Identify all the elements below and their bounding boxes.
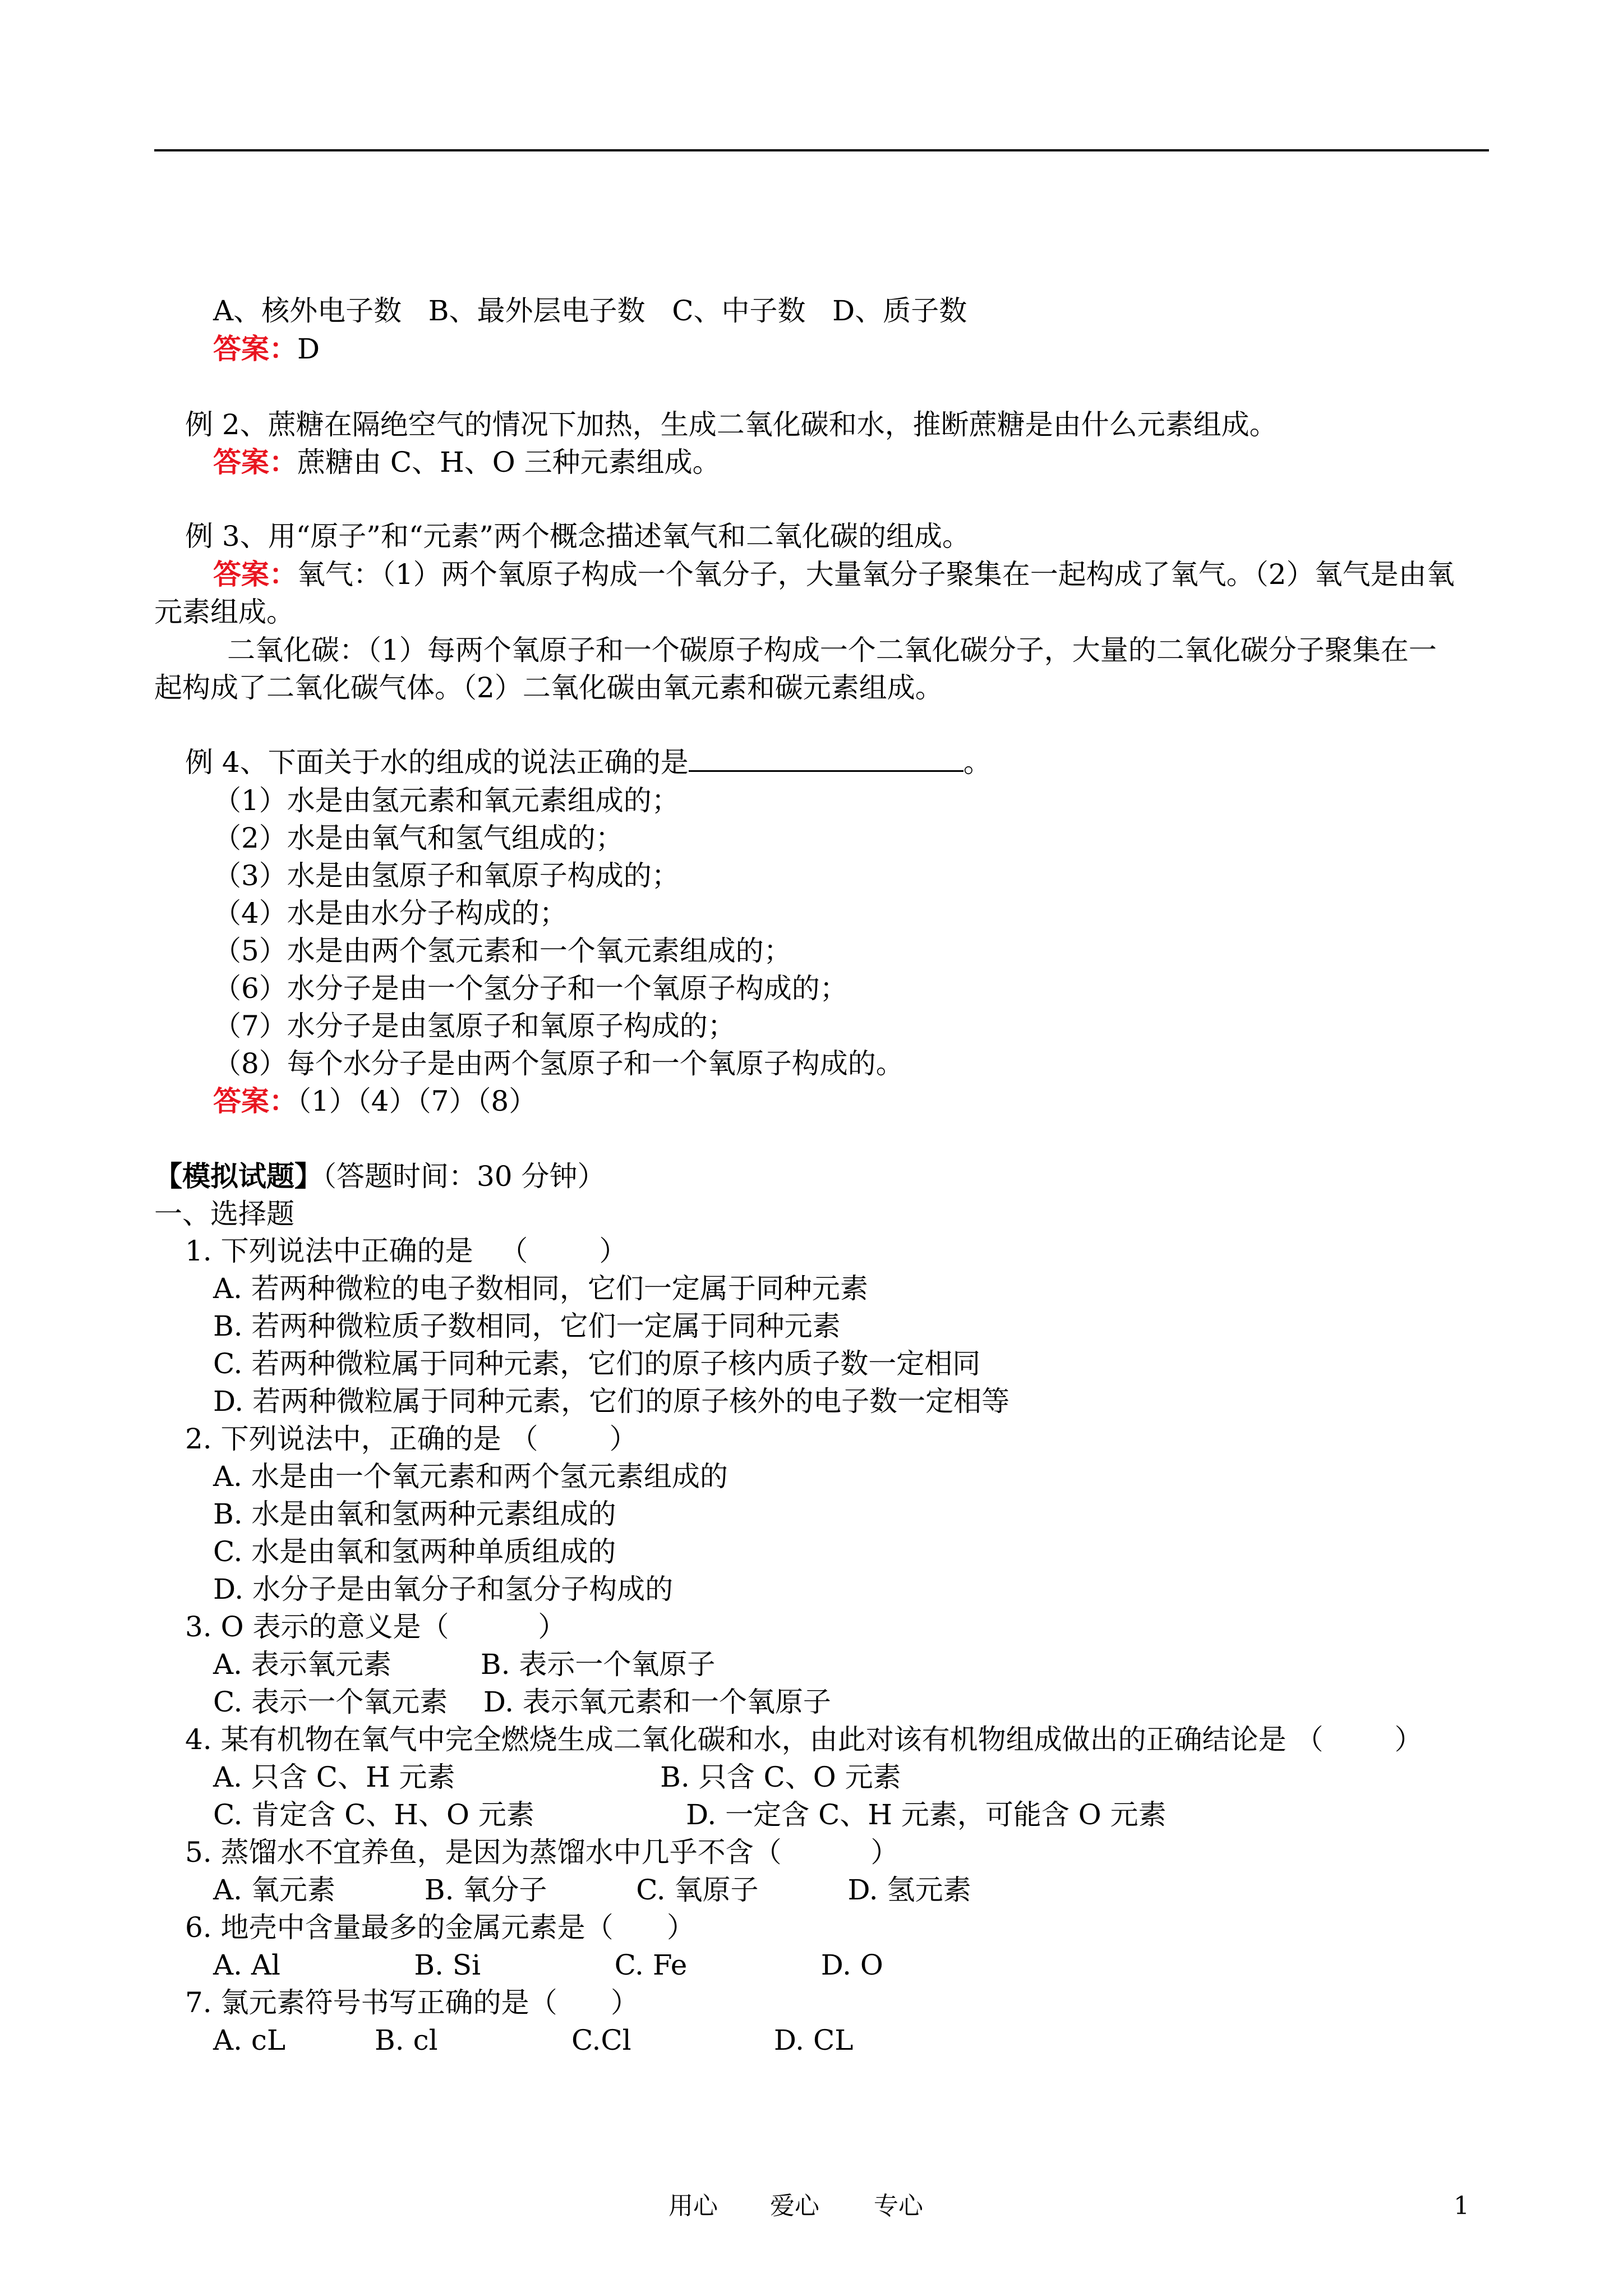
page-number: 1 xyxy=(1454,2192,1469,2220)
example-4-item: （2）水是由氧气和氢气组成的； xyxy=(213,822,624,854)
question-7-options: A. cL B. cl C.Cl D. CL xyxy=(213,2024,854,2056)
question-3-options-ab: A. 表示氧元素 B. 表示一个氧原子 xyxy=(213,1648,716,1681)
prev-question-options: A、核外电子数 B、最外层电子数 C、中子数 D、质子数 xyxy=(213,295,967,327)
example-4-item: （5）水是由两个氢元素和一个氧元素组成的； xyxy=(213,935,792,967)
footer-motto-3: 专心 xyxy=(874,2192,923,2220)
question-2-option-d: D. 水分子是由氧分子和氢分子构成的 xyxy=(213,1573,674,1605)
question-6-stem: 6. 地壳中含量最多的金属元素是（ ） xyxy=(185,1911,695,1944)
example-4-item: （3）水是由氢原子和氧原子构成的； xyxy=(213,859,680,892)
example-2-question: 例 2、蔗糖在隔绝空气的情况下加热，生成二氧化碳和水，推断蔗糖是由什么元素组成。 xyxy=(185,408,1278,441)
footer-motto-1: 用心 xyxy=(668,2192,718,2220)
example-2-answer: 蔗糖由 C、H、O 三种元素组成。 xyxy=(297,446,721,478)
question-1-stem: 1. 下列说法中正确的是 （ ） xyxy=(185,1235,628,1267)
question-2-option-b: B. 水是由氧和氢两种元素组成的 xyxy=(213,1498,616,1530)
example-4-item: （6）水分子是由一个氢分子和一个氧原子构成的； xyxy=(213,972,848,1005)
mock-test-heading xyxy=(154,1159,606,1194)
example-2-answer-line xyxy=(213,445,721,480)
example-4-answer: （1）（4）（7）（8） xyxy=(297,1085,537,1117)
example-3-answer-line-2: 元素组成。 xyxy=(154,596,294,628)
question-1-option-b: B. 若两种微粒质子数相同，它们一定属于同种元素 xyxy=(213,1310,841,1342)
question-4-options-cd: C. 肯定含 C、H、O 元素 D. 一定含 C、H 元素，可能含 O 元素 xyxy=(213,1798,1166,1831)
example-4-item: （8）每个水分子是由两个氢原子和一个氧原子构成的。 xyxy=(213,1047,904,1080)
question-2-option-a: A. 水是由一个氧元素和两个氢元素组成的 xyxy=(213,1460,728,1493)
example-3-answer-line-4: 起构成了二氧化碳气体。（2）二氧化碳由氧元素和碳元素组成。 xyxy=(154,671,943,704)
question-2-option-c: C. 水是由氧和氢两种单质组成的 xyxy=(213,1535,616,1568)
question-6-options: A. Al B. Si C. Fe D. O xyxy=(213,1949,883,1981)
question-7-stem: 7. 氯元素符号书写正确的是（ ） xyxy=(185,1986,639,2019)
question-1-option-a: A. 若两种微粒的电子数相同，它们一定属于同种元素 xyxy=(213,1272,868,1305)
example-4-item: （4）水是由水分子构成的； xyxy=(213,897,568,930)
answer-label: 答案： xyxy=(213,1085,297,1117)
prev-answer: D xyxy=(297,333,320,365)
answer-label: 答案： xyxy=(213,333,297,365)
question-5-stem: 5. 蒸馏水不宜养鱼，是因为蒸馏水中几乎不含（ ） xyxy=(185,1836,899,1869)
mock-test-time: （答题时间：30 分钟） xyxy=(322,1160,606,1193)
question-1-option-c: C. 若两种微粒属于同种元素，它们的原子核内质子数一定相同 xyxy=(213,1347,981,1380)
question-3-stem: 3. O 表示的意义是（ ） xyxy=(185,1611,566,1643)
footer-motto-2: 爱心 xyxy=(770,2192,819,2220)
mock-test-title: 【模拟试题】 xyxy=(154,1160,322,1193)
example-4-item: （7）水分子是由氢原子和氧原子构成的； xyxy=(213,1010,736,1042)
question-4-options-ab: A. 只含 C、H 元素 B. 只含 C、O 元素 xyxy=(213,1761,901,1793)
question-3-options-cd: C. 表示一个氧元素 D. 表示氧元素和一个氧原子 xyxy=(213,1686,831,1718)
section-title: 一、选择题 xyxy=(154,1198,294,1230)
example-4-answer-line xyxy=(213,1084,537,1119)
example-4-item: （1）水是由氢元素和氧元素组成的； xyxy=(213,784,680,817)
example-4-question: 例 4、下面关于水的组成的说法正确的是 。 xyxy=(185,746,992,779)
prev-answer-line xyxy=(213,332,320,366)
question-2-stem: 2. 下列说法中，正确的是 （ ） xyxy=(185,1423,638,1455)
question-1-option-d: D. 若两种微粒属于同种元素，它们的原子核外的电子数一定相等 xyxy=(213,1385,1010,1418)
example-3-answer-line-1: 答案：氧气：（1）两个氧原子构成一个氧分子，大量氧分子聚集在一起构成了氧气。（2）氧气是由氧 xyxy=(213,558,1455,591)
answer-blank xyxy=(689,748,963,772)
answer-label: 答案： xyxy=(213,446,297,478)
question-4-stem: 4. 某有机物在氧气中完全燃烧生成二氧化碳和水，由此对该有机物组成做出的正确结论是 （ ） xyxy=(185,1723,1423,1756)
question-5-options: A. 氧元素 B. 氧分子 C. 氧原子 D. 氢元素 xyxy=(213,1874,971,1906)
answer-label: 答案： xyxy=(213,558,297,591)
example-3-answer-line-3: 二氧化碳：（1）每两个氧原子和一个碳原子构成一个二氧化碳分子，大量的二氧化碳分子聚集在一 xyxy=(227,634,1437,666)
example-3-question: 例 3、用“原子”和“元素”两个概念描述氧气和二氧化碳的组成。 xyxy=(185,520,970,553)
header-rule xyxy=(154,149,1489,151)
